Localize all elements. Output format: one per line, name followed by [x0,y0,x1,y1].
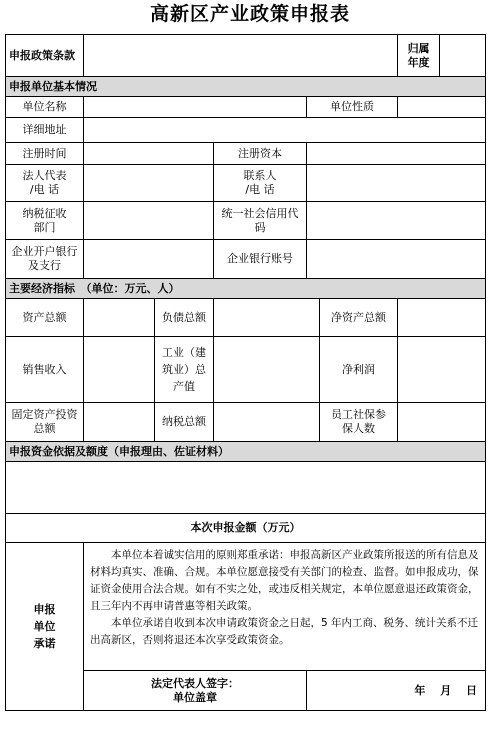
legal-rep-label-line2: /电 话 [29,183,60,196]
tax-dept-label-line2: 部门 [33,220,56,234]
belong-year-field[interactable] [440,35,486,77]
industry-output-label-line1: 工业（建 [162,346,206,359]
industry-output-label [155,337,214,403]
fixed-investment-field[interactable] [84,403,155,442]
contact-label-line1: 联系人 [243,169,277,182]
net-assets-label: 净资产总额 [320,299,398,337]
net-profit-field[interactable] [398,337,486,403]
form-title: 高新区产业政策申报表 [149,3,350,25]
account-label: 企业银行账号 [214,240,307,279]
contact-label [214,165,307,202]
commitment-label-line2: 单位 [33,620,56,633]
tax-dept-label-line1: 纳税征收 [22,206,67,220]
commitment-date: 年 月 日 [307,671,486,711]
address-field[interactable] [84,118,486,143]
fixed-investment-label-line2: 总额 [33,422,56,435]
commitment-label-line3: 承诺 [33,637,56,650]
staff-insured-label-line1: 员工社保参 [331,408,387,421]
unit-nature-label: 单位性质 [307,97,398,118]
section-funding-basis: 申报资金依据及额度（申报理由、佐证材料） [6,442,486,462]
section-basic-info: 申报单位基本情况 [6,77,486,97]
reg-capital-field[interactable] [307,143,486,165]
industry-output-field[interactable] [214,337,320,403]
legal-rep-label [6,165,84,202]
total-assets-field[interactable] [84,299,155,337]
tax-total-field[interactable] [214,403,320,442]
address-label: 详细地址 [6,118,84,143]
credit-code-label [214,202,307,240]
credit-code-label-line2: 码 [254,220,266,234]
contact-field[interactable] [307,165,486,202]
commitment-text [84,543,486,671]
industry-output-label-line3: 产值 [173,380,195,393]
signature-label-line2: 单位盖章 [173,690,217,704]
reg-capital-label: 注册资本 [214,143,307,165]
bank-field[interactable] [84,240,214,279]
policy-clause-field[interactable] [84,35,398,77]
total-assets-label: 资产总额 [6,299,84,337]
staff-insured-field[interactable] [398,403,486,442]
net-assets-field[interactable] [398,299,486,337]
total-liabilities-label: 负债总额 [155,299,214,337]
staff-insured-label-line2: 保人数 [342,422,376,435]
sales-label: 销售收入 [6,337,84,403]
policy-clause-label: 申报政策条款 [6,35,84,77]
contact-label-line2: /电 话 [245,183,275,196]
funding-basis-field[interactable] [6,462,486,514]
credit-code-field[interactable] [307,202,486,240]
net-profit-label: 净利润 [320,337,398,403]
belong-year-label-line1: 归属 [407,41,430,55]
industry-output-label-line2: 筑业）总 [162,363,206,376]
sales-field[interactable] [84,337,155,403]
tax-total-label: 纳税总额 [155,403,214,442]
reg-time-field[interactable] [84,143,214,165]
fixed-investment-label [6,403,84,442]
signature-label-line1: 法定代表人签字： [151,676,239,690]
bank-label-line1: 企业开户银行 [11,245,78,258]
belong-year-label-line2: 年度 [407,55,430,69]
legal-rep-field[interactable] [84,165,214,202]
commitment-paragraph-2: 本单位承诺自收到本次申请政策资金之日起，5 年内工商、税务、统计关系不迁出高新区，否则将退还本次享受政策资金。 [90,617,479,646]
tax-dept-field[interactable] [84,202,214,240]
signature-label [84,671,307,711]
staff-insured-label [320,403,398,442]
total-liabilities-field[interactable] [214,299,320,337]
belong-year-label [398,35,440,77]
section-economic-indicators: 主要经济指标 （单位：万元、人） [6,279,486,299]
bank-label [6,240,84,279]
account-field[interactable] [307,240,486,279]
reg-time-label: 注册时间 [6,143,84,165]
unit-nature-field[interactable] [398,97,486,118]
fixed-investment-label-line1: 固定资产投资 [11,408,78,421]
commitment-label-line1: 申报 [33,603,56,616]
application-form-table [5,34,486,711]
commitment-label [6,543,84,711]
bank-label-line2: 及支行 [28,259,61,272]
amount-label: 本次申报金额（万元） [6,514,486,543]
unit-name-label: 单位名称 [6,97,84,118]
tax-dept-label [6,202,84,240]
credit-code-label-line1: 统一社会信用代 [221,206,299,220]
legal-rep-label-line1: 法人代表 [22,169,67,182]
commitment-paragraph-1: 本单位本着诚实信用的原则郑重承诺：申报高新区产业政策所报送的所有信息及材料均真实、准确、合规。本单位愿意接受有关部门的检查、监督。如申报成功，保证资金使用合法合规。如有不实之处，或违反相关规定，本单位愿意退还政策资金，且三年内不再申请普惠等相关政策。 [90,549,479,612]
unit-name-field[interactable] [84,97,307,118]
